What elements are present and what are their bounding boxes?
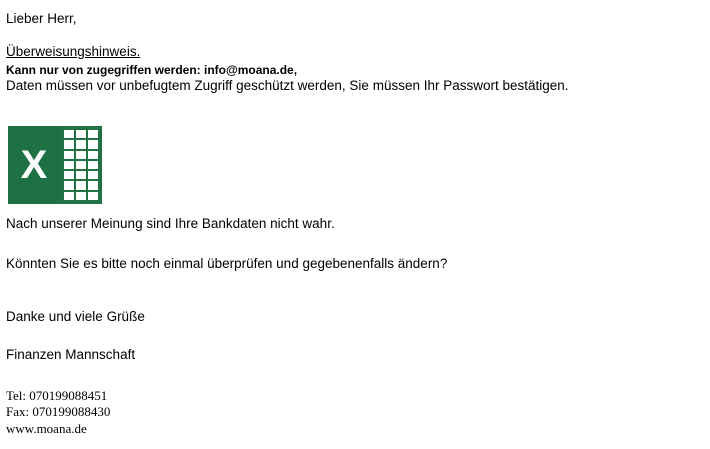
excel-grid-cell [76, 171, 86, 179]
excel-grid-cell [76, 192, 86, 200]
excel-grid-cell [76, 130, 86, 138]
excel-grid-cell [76, 181, 86, 189]
excel-grid-cell [64, 161, 74, 169]
excel-icon-grid [64, 130, 98, 200]
notice-heading: Überweisungshinweis. [6, 44, 141, 59]
password-confirmation-text: Daten müssen vor unbefugtem Zugriff geschützt werden, Sie müssen Ihr Passwort bestätigen. [6, 78, 569, 93]
excel-grid-cell [76, 151, 86, 159]
signature-team-text: Finanzen Mannschaft [6, 347, 136, 362]
excel-grid-cell [64, 171, 74, 179]
greeting-text: Lieber Herr, [6, 11, 77, 26]
excel-file-icon[interactable] [8, 126, 102, 204]
contact-fax: Fax: 070199088430 [6, 404, 111, 420]
excel-grid-cell [64, 181, 74, 189]
contact-tel: Tel: 070199088451 [6, 388, 108, 403]
excel-grid-cell [64, 130, 74, 138]
access-restriction-text: Kann nur von zugegriffen werden: info@moana.de, [6, 63, 298, 77]
excel-grid-cell [64, 192, 74, 200]
excel-grid-cell [88, 192, 98, 200]
excel-grid-cell [88, 140, 98, 148]
contact-block [6, 388, 110, 437]
contact-website[interactable]: www.moana.de [6, 420, 87, 436]
excel-grid-cell [88, 151, 98, 159]
excel-grid-cell [64, 140, 74, 148]
excel-grid-cell [88, 161, 98, 169]
excel-grid-cell [88, 181, 98, 189]
excel-grid-cell [76, 161, 86, 169]
excel-grid-cell [88, 171, 98, 179]
check-request-text: Könnten Sie es bitte noch einmal überprüfen und gegebenenfalls ändern? [6, 256, 448, 271]
excel-grid-cell [76, 140, 86, 148]
excel-grid-cell [64, 151, 74, 159]
opinion-text: Nach unserer Meinung sind Ihre Bankdaten nicht wahr. [6, 216, 335, 231]
excel-grid-cell [88, 130, 98, 138]
excel-icon-letter: X [20, 143, 48, 187]
thanks-text: Danke und viele Grüße [6, 309, 145, 324]
